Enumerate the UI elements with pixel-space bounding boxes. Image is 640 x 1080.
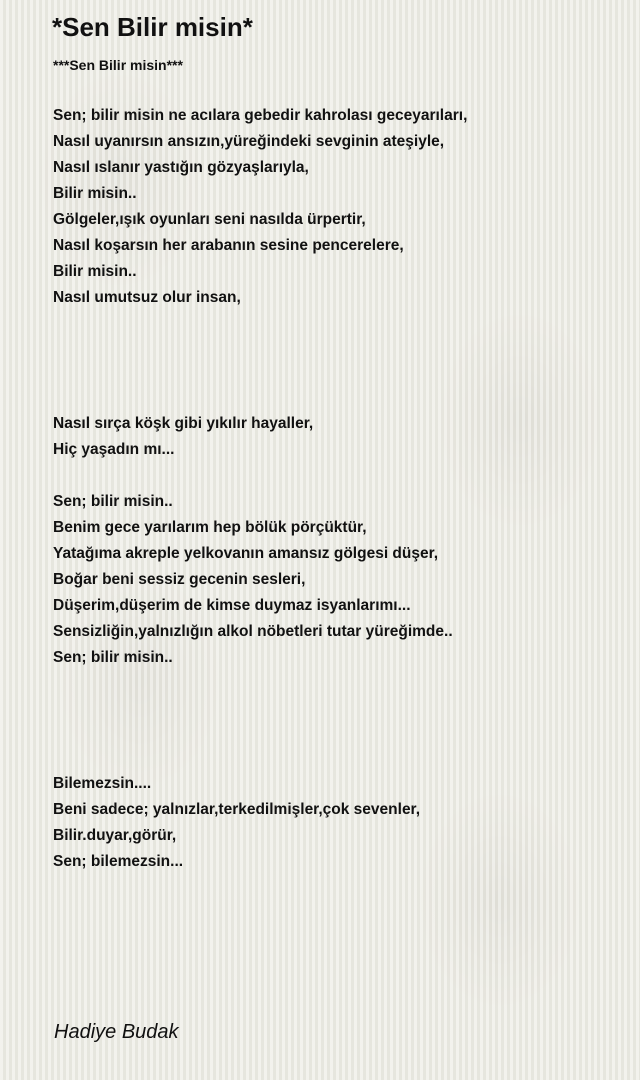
poem-line: Nasıl sırça köşk gibi yıkılır hayaller, <box>53 415 314 432</box>
poem-line: Sen; bilir misin.. <box>53 493 173 510</box>
poem-line: Bilir misin.. <box>53 185 137 202</box>
poem-line: Nasıl koşarsın her arabanın sesine pencerelere, <box>53 237 404 254</box>
stanza-1 <box>53 103 467 311</box>
poem-title: *Sen Bilir misin* <box>52 12 253 42</box>
poem-line: Boğar beni sessiz gecenin sesleri, <box>53 571 306 588</box>
poem-line: Düşerim,düşerim de kimse duymaz isyanlarımı... <box>53 597 411 614</box>
poem-line: Bilir.duyar,görür, <box>53 827 177 844</box>
stanza-3 <box>53 489 453 671</box>
poem-line: Nasıl umutsuz olur insan, <box>53 289 241 306</box>
poem-line: Bilemezsin.... <box>53 775 152 792</box>
poem-subtitle: ***Sen Bilir misin*** <box>53 57 183 73</box>
poem-line: Gölgeler,ışık oyunları seni nasılda ürpertir, <box>53 211 366 228</box>
poem-line: Bilir misin.. <box>53 263 137 280</box>
poem-line: Sen; bilemezsin... <box>53 853 184 870</box>
poem-line: Benim gece yarılarım hep bölük pörçüktür, <box>53 519 367 536</box>
poem-line: Sensizliğin,yalnızlığın alkol nöbetleri tutar yüreğimde.. <box>53 623 453 640</box>
poem-line: Beni sadece; yalnızlar,terkedilmişler,çok sevenler, <box>53 801 421 818</box>
poem-author: Hadiye Budak <box>54 1021 179 1043</box>
poem-line: Nasıl uyanırsın ansızın,yüreğindeki sevginin ateşiyle, <box>53 133 445 150</box>
stanza-4 <box>53 771 420 875</box>
poem-line: Nasıl ıslanır yastığın gözyaşlarıyla, <box>53 159 309 176</box>
poem-line: Sen; bilir misin.. <box>53 649 173 666</box>
stanza-2 <box>53 411 313 463</box>
poem-line: Sen; bilir misin ne acılara gebedir kahrolası geceyarıları, <box>53 107 468 124</box>
poem-line: Yatağıma akreple yelkovanın amansız gölgesi düşer, <box>53 545 439 562</box>
poem-line: Hiç yaşadın mı... <box>53 441 175 458</box>
